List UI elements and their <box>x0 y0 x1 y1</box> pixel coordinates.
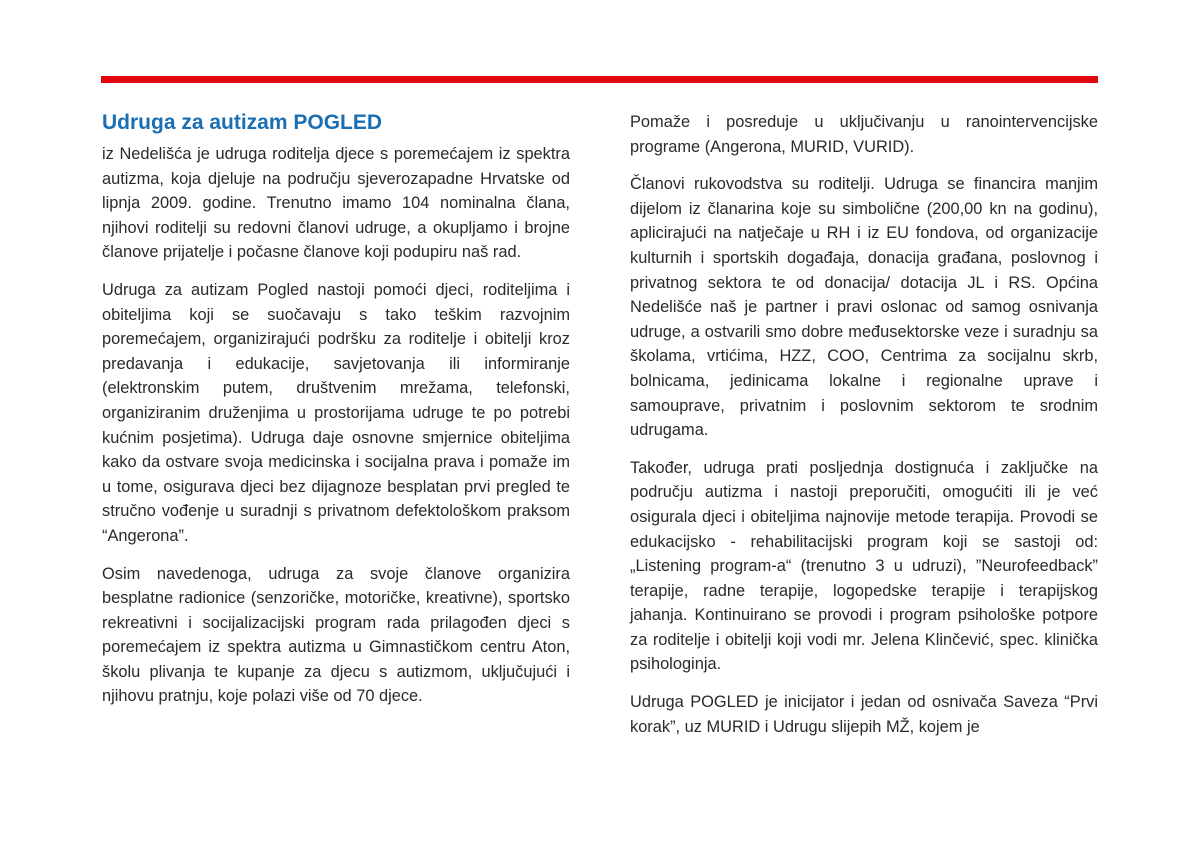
left-paragraph-2: Udruga za autizam Pogled nastoji pomoći djeci, roditeljima i obiteljima koji se suočavaju s tako teškim razvojnim poremećajem, organizirajući podršku za roditelje i obitelji kroz predavanja i edukacije, savjetovanja ili informiranje (elektronskim putem, društvenim mrežama, telefonski, organiziranim druženjima u prostorijama udruge te po potrebi kućnim posjetima). Udruga daje osnovne smjernice obiteljima kako da ostvare svoja medicinska i socijalna prava i pomaže im u tome, osigurava djeci bez dijagnoze besplatan prvi pregled te stručno vođenje u suradnji s privatnom defektološkom praksom “Angerona”. <box>102 280 570 545</box>
right-paragraph-1: Pomaže i posreduje u uključivanju u ranointervencijske programe (Angerona, MURID, VURID). <box>630 113 1098 156</box>
left-paragraph-3: Osim navedenoga, udruga za svoje članove organizira besplatne radionice (senzoričke, motoričke, kreativne), sportsko rekreativni i socijalizacijski program rada prilagođen djeci s poremećajem iz spektra autizma u Gimnastičkom centru Aton, školu plivanja te kupanje za djecu s autizmom, uključujući i njihovu pratnju, koje polazi više od 70 djece. <box>102 564 570 706</box>
right-paragraph-2: Članovi rukovodstva su roditelji. Udruga se financira manjim dijelom iz članarina koje su simbolične (200,00 kn na godinu), aplicirajući na natječaje u RH i iz EU fondova, od organizacije kulturnih i sportskih događaja, donacija građana, poslovnog i privatnog sektora te od donacija/ dotacija JL i RS. Općina Nedelišće naš je partner i pravi oslonac od samog osnivanja udruge, a ostvarili smo dobre međusektorske veze i suradnju sa školama, vrtićima, HZZ, COO, Centrima za socijalnu skrb, bolnicama, jedinicama lokalne i regionalne uprave i samouprave, privatnim i poslovnim sektorom te srodnim udrugama. <box>630 175 1098 440</box>
left-paragraph-1: iz Nedelišća je udruga roditelja djece s poremećajem iz spektra autizma, koja djeluje na području sjeverozapadne Hrvatske od lipnja 2009. godine. Trenutno imamo 104 nominalna člana, njihovi roditelji su redovni članovi udruge, a okupljamo i brojne članove prijatelje i počasne članove koji podupiru naš rad. <box>102 145 570 262</box>
top-red-rule <box>101 76 1098 83</box>
right-paragraph-3: Također, udruga prati posljednja dostignuća i zaključke na području autizma i nastoji preporučiti, omogućiti ili je već osigurala djeci i obiteljima najnovije metode terapija. Provodi se edukacijsko - rehabilitacijski program koji se sastoji od: „Listening program-a“ (trenutno 3 u udruzi), ”Neurofeedback” terapije, radne terapije, logopedske terapije i terapijskog jahanja. Kontinuirano se provodi i program psihološke potpore za roditelje i obitelji koji vodi mr. Jelena Klinčević, spec. klinička psihologinja. <box>630 458 1098 674</box>
right-paragraph-4: Udruga POGLED je inicijator i jedan od osnivača Saveza “Prvi korak”, uz MURID i Udrugu slijepih MŽ, kojem je <box>630 693 1098 736</box>
article-heading: Udruga za autizam POGLED <box>102 111 383 134</box>
left-column <box>102 108 570 709</box>
right-column <box>630 110 1098 739</box>
